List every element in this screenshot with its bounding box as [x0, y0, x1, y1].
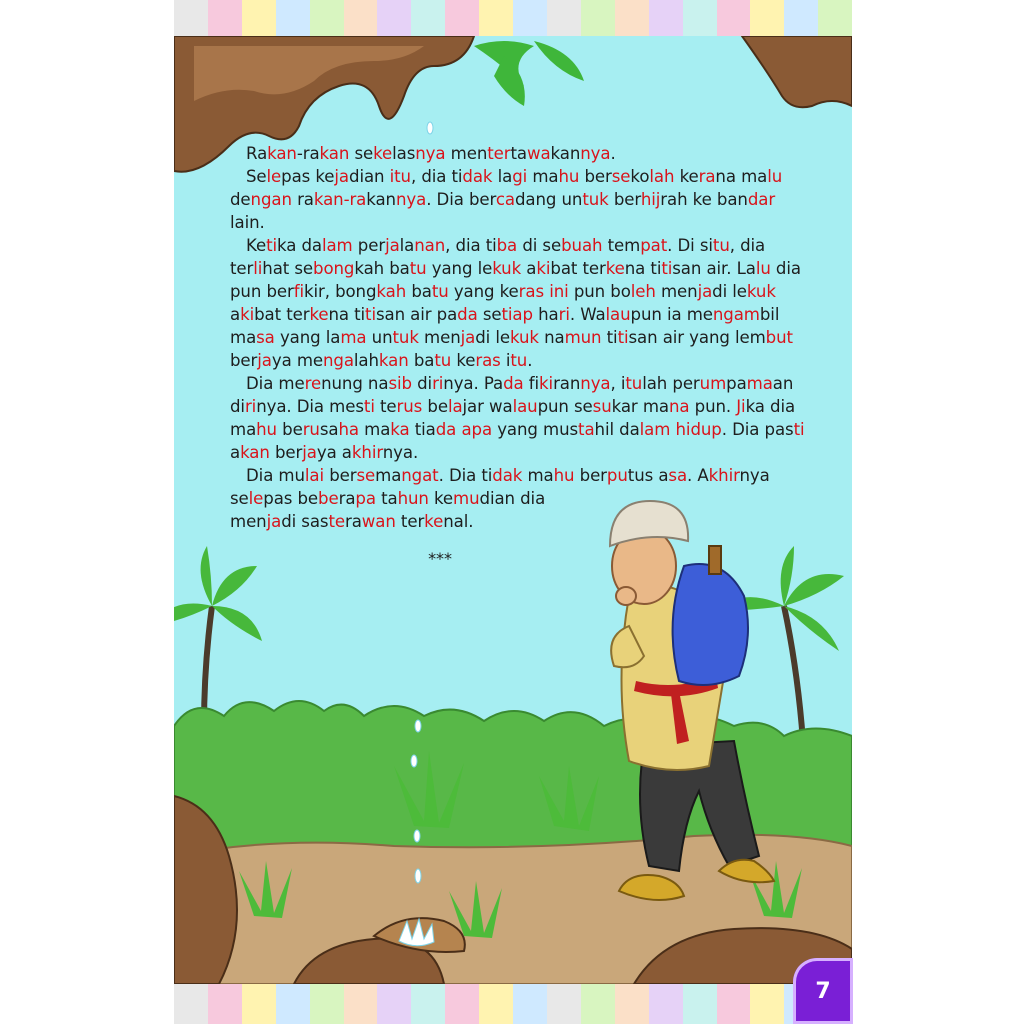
text-segment: . Dia ber	[426, 190, 496, 209]
text-segment: se	[477, 305, 502, 324]
stripe	[344, 984, 378, 1024]
text-segment: ma	[522, 466, 554, 485]
highlighted-syllable: ba	[496, 236, 518, 255]
text-segment: nung na	[321, 374, 389, 393]
text-segment: lah	[353, 351, 379, 370]
text-segment: na ma	[715, 167, 768, 186]
text-segment: ber	[324, 466, 357, 485]
text-segment: ka da	[277, 236, 322, 255]
stripe	[615, 0, 649, 36]
text-segment: ra	[291, 190, 314, 209]
highlighted-syllable: ja	[460, 328, 476, 347]
highlighted-syllable: dup	[690, 420, 722, 439]
highlighted-syllable: dak	[492, 466, 523, 485]
stripe	[750, 0, 784, 36]
highlighted-syllable: mu	[453, 489, 480, 508]
text-segment: san air pa	[375, 305, 458, 324]
text-segment: rah ke ban	[660, 190, 748, 209]
highlighted-syllable: tu	[625, 374, 643, 393]
highlighted-syllable: ki	[539, 374, 554, 393]
highlighted-syllable: le	[266, 167, 282, 186]
text-segment: di le	[475, 328, 510, 347]
text-segment: ber	[574, 466, 607, 485]
stripe	[547, 0, 581, 36]
highlighted-syllable: gi	[512, 167, 528, 186]
highlighted-syllable: apa	[461, 420, 493, 439]
highlighted-syllable: ke	[605, 259, 625, 278]
text-segment: dia pun ber	[230, 259, 801, 301]
bottom-decorative-stripes	[174, 984, 852, 1024]
text-segment: un	[366, 328, 393, 347]
text-segment: ra	[344, 512, 362, 531]
highlighted-syllable: tu	[431, 282, 449, 301]
highlighted-syllable: ta	[578, 420, 595, 439]
text-segment: ber	[608, 190, 641, 209]
text-segment: fi	[523, 374, 540, 393]
stripe	[174, 0, 208, 36]
text-segment: ba	[406, 282, 432, 301]
stripe	[208, 0, 242, 36]
highlighted-syllable: da	[435, 420, 457, 439]
stripe	[513, 984, 547, 1024]
highlighted-syllable: ras	[475, 351, 501, 370]
highlighted-syllable: khir	[708, 466, 740, 485]
highlighted-syllable: Ji	[736, 397, 746, 416]
text-segment: ta	[510, 144, 527, 163]
text-segment: bil ma	[230, 305, 780, 347]
text-segment: ti	[601, 328, 618, 347]
highlighted-syllable: na	[668, 397, 690, 416]
highlighted-syllable: ja	[257, 351, 272, 370]
highlighted-syllable: but	[765, 328, 793, 347]
text-segment: ke	[451, 351, 476, 370]
highlighted-syllable: kan	[267, 144, 297, 163]
highlighted-syllable: ma	[746, 374, 773, 393]
text-segment: be	[422, 397, 448, 416]
text-segment: ber	[230, 351, 258, 370]
text-segment: nya.	[382, 443, 419, 462]
text-segment: i	[500, 351, 511, 370]
highlighted-syllable: leh	[630, 282, 656, 301]
highlighted-syllable: lai	[304, 466, 325, 485]
highlighted-syllable: ter	[487, 144, 511, 163]
text-segment: a	[230, 443, 241, 462]
text-segment: .	[527, 351, 533, 370]
text-segment: na ti	[328, 305, 366, 324]
highlighted-syllable: hi	[675, 420, 691, 439]
highlighted-syllable: nga	[323, 351, 354, 370]
text-segment: pun bo	[568, 282, 631, 301]
stripe	[310, 0, 344, 36]
highlighted-syllable: ti	[617, 328, 629, 347]
highlighted-syllable: kan-ra	[313, 190, 367, 209]
text-segment: ko	[630, 167, 650, 186]
text-segment: be	[276, 420, 303, 439]
highlighted-syllable: ti	[661, 259, 673, 278]
stripe	[344, 0, 378, 36]
stripe	[479, 984, 513, 1024]
highlighted-syllable: lah	[649, 167, 675, 186]
highlighted-syllable: hu	[558, 167, 580, 186]
text-segment: pun ia me	[630, 305, 713, 324]
highlighted-syllable: dar	[747, 190, 776, 209]
text-segment: nal.	[443, 512, 474, 531]
text-segment: dian	[349, 167, 390, 186]
text-segment: Ra	[246, 144, 268, 163]
stripe	[513, 0, 547, 36]
highlighted-syllable: te	[328, 512, 345, 531]
highlighted-syllable: tu	[434, 351, 452, 370]
stripe	[649, 0, 683, 36]
text-segment: di	[411, 374, 433, 393]
highlighted-syllable: hu	[553, 466, 575, 485]
text-segment: lain.	[230, 213, 265, 232]
highlighted-syllable: hun	[397, 489, 429, 508]
highlighted-syllable: tu	[510, 351, 528, 370]
story-paragraph	[230, 142, 810, 165]
text-segment: ma	[358, 420, 391, 439]
text-segment: tem	[602, 236, 641, 255]
text-segment: pa	[726, 374, 747, 393]
highlighted-syllable: ini	[549, 282, 569, 301]
text-segment: san air. La	[672, 259, 756, 278]
highlighted-syllable: ngam	[712, 305, 760, 324]
story-paragraph	[230, 487, 810, 510]
stripe	[581, 984, 615, 1024]
story-text	[230, 142, 810, 570]
text-segment: pun.	[689, 397, 737, 416]
highlighted-syllable: kah	[376, 282, 407, 301]
stripe	[377, 0, 411, 36]
highlighted-syllable: da	[457, 305, 478, 324]
text-segment: ber	[269, 443, 303, 462]
stripe	[649, 984, 683, 1024]
highlighted-syllable: hu	[256, 420, 277, 439]
highlighted-syllable: hij	[640, 190, 661, 209]
stripe	[445, 984, 479, 1024]
stripe	[310, 984, 344, 1024]
highlighted-syllable: lu	[755, 259, 771, 278]
text-segment: , dia ter	[230, 236, 766, 278]
text-segment: kan	[550, 144, 581, 163]
highlighted-syllable: bong	[313, 259, 355, 278]
highlighted-syllable: pu	[606, 466, 628, 485]
text-segment: hat se	[262, 259, 314, 278]
text-segment: ya a	[316, 443, 352, 462]
text-segment: . Dia pas	[721, 420, 794, 439]
highlighted-syllable: kuk	[492, 259, 522, 278]
highlighted-syllable: nya	[580, 374, 611, 393]
stripe	[276, 0, 310, 36]
text-segment: te	[374, 397, 397, 416]
text-segment: .	[610, 144, 616, 163]
highlighted-syllable: ke	[373, 144, 393, 163]
story-illustration	[174, 36, 852, 984]
stripe	[445, 0, 479, 36]
highlighted-syllable: ke	[309, 305, 329, 324]
highlighted-syllable: be	[318, 489, 339, 508]
highlighted-syllable: la	[447, 397, 463, 416]
highlighted-syllable: ri	[244, 397, 257, 416]
highlighted-syllable: ca	[495, 190, 515, 209]
highlighted-syllable: rus	[396, 397, 423, 416]
text-segment: . Wa	[569, 305, 606, 324]
stripe	[242, 984, 276, 1024]
text-segment: ke	[674, 167, 699, 186]
highlighted-syllable: wan	[361, 512, 396, 531]
text-segment: men	[418, 328, 461, 347]
text-segment: hil da	[594, 420, 640, 439]
highlighted-syllable: su	[592, 397, 612, 416]
highlighted-syllable: nan	[414, 236, 446, 255]
highlighted-syllable: dak	[462, 167, 493, 186]
text-segment: yang le	[426, 259, 493, 278]
text-segment: di sas	[281, 512, 329, 531]
highlighted-syllable: re	[304, 374, 322, 393]
stripe	[683, 984, 717, 1024]
highlighted-syllable: sib	[388, 374, 412, 393]
text-segment: ha	[532, 305, 559, 324]
text-segment: kar ma	[611, 397, 669, 416]
text-segment: sa	[319, 420, 339, 439]
highlighted-syllable: nya	[415, 144, 446, 163]
stripe	[411, 0, 445, 36]
text-segment: nya. Dia mes	[256, 397, 364, 416]
highlighted-syllable: ha	[338, 420, 359, 439]
story-paragraph	[230, 464, 810, 487]
stripe	[547, 984, 581, 1024]
story-paragraph	[230, 165, 810, 234]
text-segment: di le	[712, 282, 747, 301]
text-segment: ra	[338, 489, 356, 508]
highlighted-syllable: ngan	[250, 190, 292, 209]
highlighted-syllable: ra	[698, 167, 716, 186]
text-segment: , dia ti	[410, 167, 463, 186]
text-segment: a	[230, 305, 241, 324]
text-segment: la	[492, 167, 513, 186]
highlighted-syllable: ja	[697, 282, 713, 301]
text-segment: bat ter	[254, 305, 310, 324]
text-segment: Dia me	[246, 374, 305, 393]
highlighted-syllable: ja	[385, 236, 400, 255]
highlighted-syllable: ki	[240, 305, 255, 324]
text-segment: ta	[375, 489, 398, 508]
text-segment: jar wa	[462, 397, 513, 416]
stripe	[411, 984, 445, 1024]
text-segment: se	[230, 489, 249, 508]
text-segment: -ra	[296, 144, 320, 163]
highlighted-syllable: itu	[389, 167, 411, 186]
text-segment: yang ke	[448, 282, 519, 301]
text-segment: an di	[230, 374, 794, 416]
text-segment: kan	[366, 190, 396, 209]
text-segment: kir, bong	[303, 282, 377, 301]
highlighted-syllable: ma	[340, 328, 367, 347]
text-segment: bat ter	[550, 259, 606, 278]
highlighted-syllable: lam	[639, 420, 671, 439]
highlighted-syllable: pa	[355, 489, 376, 508]
text-segment: la	[399, 236, 415, 255]
text-segment: se	[349, 144, 374, 163]
highlighted-syllable: se	[356, 466, 376, 485]
text-segment: ran	[553, 374, 581, 393]
highlighted-syllable: tu	[409, 259, 427, 278]
text-segment: ber	[579, 167, 612, 186]
stripe	[276, 984, 310, 1024]
text-segment: . A	[687, 466, 709, 485]
highlighted-syllable: ru	[302, 420, 320, 439]
highlighted-syllable: kan	[240, 443, 270, 462]
text-segment: . Di si	[667, 236, 713, 255]
text-segment: nya. Pa	[443, 374, 504, 393]
highlighted-syllable: ngat	[401, 466, 439, 485]
text-segment: tia	[409, 420, 436, 439]
story-paragraph	[230, 372, 810, 464]
text-segment: a	[521, 259, 537, 278]
text-segment: lah per	[642, 374, 700, 393]
text-segment: men	[655, 282, 698, 301]
text-segment: Ke	[246, 236, 267, 255]
text-segment: , i	[610, 374, 626, 393]
highlighted-syllable: kuk	[509, 328, 539, 347]
stripe	[615, 984, 649, 1024]
text-segment: pas ke	[281, 167, 335, 186]
text-segment: ka dia ma	[230, 397, 796, 439]
highlighted-syllable: buah	[561, 236, 603, 255]
highlighted-syllable: mun	[564, 328, 602, 347]
highlighted-syllable: kan	[378, 351, 409, 370]
highlighted-syllable: ka	[390, 420, 410, 439]
text-segment: Dia mu	[246, 466, 305, 485]
highlighted-syllable: khir	[351, 443, 383, 462]
highlighted-syllable: kuk	[746, 282, 776, 301]
highlighted-syllable: le	[248, 489, 264, 508]
stripe	[683, 0, 717, 36]
highlighted-syllable: lau	[512, 397, 538, 416]
text-segment: ke	[428, 489, 454, 508]
highlighted-syllable: tu	[712, 236, 730, 255]
text-segment: di se	[517, 236, 562, 255]
highlighted-syllable: ja	[266, 512, 282, 531]
highlighted-syllable: ki	[536, 259, 551, 278]
stripe	[750, 984, 784, 1024]
highlighted-syllable: da	[503, 374, 524, 393]
story-paragraph	[230, 510, 810, 533]
highlighted-syllable: ti	[363, 397, 375, 416]
highlighted-syllable: um	[699, 374, 727, 393]
stripe	[581, 0, 615, 36]
highlighted-syllable: wa	[526, 144, 551, 163]
page-number-badge: 7	[793, 958, 853, 1024]
highlighted-syllable: ras	[518, 282, 545, 301]
text-segment: las	[392, 144, 416, 163]
highlighted-syllable: tiap	[501, 305, 533, 324]
highlighted-syllable: ja	[302, 443, 317, 462]
text-segment: yang mus	[492, 420, 579, 439]
text-segment: Se	[246, 167, 267, 186]
stripe	[717, 984, 751, 1024]
highlighted-syllable: se	[611, 167, 631, 186]
text-segment: ya me	[271, 351, 323, 370]
text-segment: na	[538, 328, 565, 347]
highlighted-syllable: tuk	[392, 328, 419, 347]
text-segment: pun se	[537, 397, 593, 416]
highlighted-syllable: tuk	[582, 190, 609, 209]
stripe	[242, 0, 276, 36]
text-segment: na ti	[624, 259, 662, 278]
highlighted-syllable: ti	[365, 305, 376, 324]
stripe	[784, 0, 818, 36]
highlighted-syllable: lau	[605, 305, 631, 324]
highlighted-syllable: sa	[256, 328, 275, 347]
highlighted-syllable: ti	[793, 420, 805, 439]
text-segment: dang un	[514, 190, 583, 209]
text-segment: . Dia ti	[438, 466, 493, 485]
text-segment: men	[230, 512, 267, 531]
text-segment: tus a	[627, 466, 669, 485]
text-segment: , dia ti	[445, 236, 497, 255]
highlighted-syllable: ke	[424, 512, 444, 531]
text-segment: ma	[527, 167, 559, 186]
highlighted-syllable: li	[253, 259, 263, 278]
text-segment: ma	[375, 466, 402, 485]
highlighted-syllable: nya	[580, 144, 611, 163]
stripe	[818, 0, 852, 36]
text-segment: pas be	[263, 489, 319, 508]
text-segment: de	[230, 190, 251, 209]
stripe	[717, 0, 751, 36]
highlighted-syllable: pat	[640, 236, 668, 255]
highlighted-syllable: sa	[668, 466, 688, 485]
stripe	[208, 984, 242, 1024]
text-segment: men	[445, 144, 488, 163]
story-end-marker: ***	[428, 549, 452, 568]
text-segment: kah ba	[354, 259, 410, 278]
text-segment: ba	[408, 351, 435, 370]
text-segment: dian dia	[479, 489, 546, 508]
highlighted-syllable: fi	[293, 282, 304, 301]
highlighted-syllable: ja	[334, 167, 350, 186]
story-paragraph	[230, 234, 810, 372]
highlighted-syllable: ri	[432, 374, 444, 393]
text-segment: per	[352, 236, 386, 255]
stripe	[377, 984, 411, 1024]
top-decorative-stripes	[174, 0, 852, 36]
text-segment: nya	[739, 466, 770, 485]
stripe	[174, 984, 208, 1024]
highlighted-syllable: lu	[767, 167, 783, 186]
stripe	[479, 0, 513, 36]
highlighted-syllable: ri	[558, 305, 570, 324]
highlighted-syllable: kan	[319, 144, 350, 163]
highlighted-syllable: lam	[321, 236, 353, 255]
text-segment: san air yang lem	[628, 328, 766, 347]
highlighted-syllable: ti	[266, 236, 277, 255]
text-segment: ter	[395, 512, 425, 531]
highlighted-syllable: nya	[395, 190, 427, 209]
text-segment: yang la	[274, 328, 341, 347]
